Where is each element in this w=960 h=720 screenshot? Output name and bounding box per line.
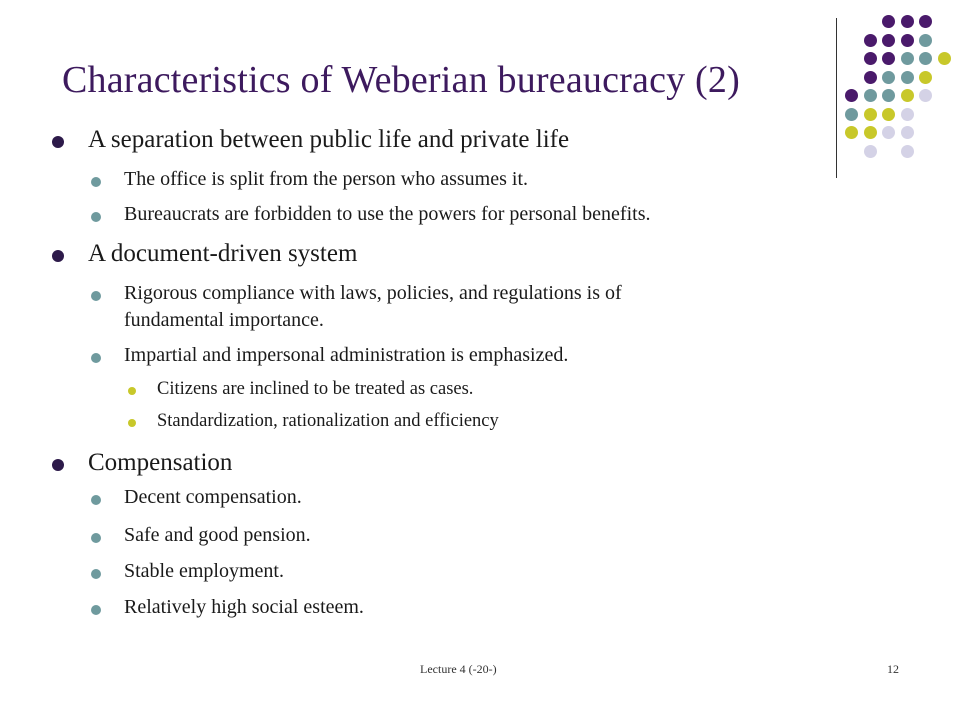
decorative-dot (882, 108, 895, 121)
bullet-dot (52, 459, 64, 471)
item-text: Impartial and impersonal administration is emphasized. (124, 344, 569, 366)
bullet-item (124, 560, 284, 583)
decorative-dot (864, 89, 877, 102)
bullet-item (124, 203, 650, 226)
bullet-item (124, 344, 568, 367)
sub-bullet-item (157, 379, 473, 400)
item-text: Safe and good pension. (124, 524, 311, 546)
decorative-dot (919, 52, 932, 65)
bullet-dot (91, 212, 101, 222)
decorative-dot (919, 34, 932, 47)
bullet-dot (128, 419, 136, 427)
item-text: Bureaucrats are forbidden to use the powers for personal benefits. (124, 203, 651, 225)
decorative-dot (882, 71, 895, 84)
bullet-heading-document (88, 240, 357, 268)
bullet-dot (128, 387, 136, 395)
decorative-dot (901, 15, 914, 28)
bullet-item (124, 282, 622, 305)
item-text: Stable employment. (124, 560, 284, 582)
bullet-item (124, 524, 311, 547)
item-text: The office is split from the person who assumes it. (124, 168, 529, 190)
decorative-dot (864, 126, 877, 139)
decorative-dot (864, 34, 877, 47)
bullet-dot (52, 136, 64, 148)
item-text: Standardization, rationalization and efficiency (157, 411, 499, 431)
decorative-dot (845, 126, 858, 139)
decorative-dot (882, 34, 895, 47)
decorative-dot (901, 34, 914, 47)
bullet-item-continuation (124, 309, 324, 332)
decorative-dot (845, 108, 858, 121)
decorative-dot (864, 52, 877, 65)
decorative-dot (845, 89, 858, 102)
decorative-dot (901, 108, 914, 121)
bullet-dot (91, 605, 101, 615)
item-text: Citizens are inclined to be treated as cases. (157, 379, 474, 399)
decorative-dot (901, 89, 914, 102)
decorative-divider (836, 18, 837, 178)
item-text: Relatively high social esteem. (124, 596, 364, 618)
bullet-dot (91, 177, 101, 187)
decorative-dot (864, 145, 877, 158)
decorative-dot (882, 89, 895, 102)
sub-bullet-item (157, 411, 499, 432)
bullet-heading-separation (88, 126, 569, 154)
footer-page-number: 12 (887, 662, 899, 676)
decorative-dot (882, 52, 895, 65)
decorative-dot (882, 126, 895, 139)
bullet-item (124, 486, 302, 509)
heading-text: Compensation (88, 449, 233, 476)
bullet-item (124, 596, 364, 619)
bullet-dot (91, 533, 101, 543)
item-text: Rigorous compliance with laws, policies, and regulations is of (124, 282, 622, 304)
slide-title: Characteristics of Weberian bureaucracy (2) (62, 59, 740, 101)
item-text: fundamental importance. (124, 309, 324, 331)
footer-lecture: Lecture 4 (-20-) (420, 662, 497, 676)
item-text: Decent compensation. (124, 486, 302, 508)
bullet-dot (91, 495, 101, 505)
decorative-dot (864, 71, 877, 84)
decorative-dot (901, 71, 914, 84)
decorative-dot (919, 15, 932, 28)
bullet-dot (52, 250, 64, 262)
decorative-dot (901, 126, 914, 139)
decorative-dot (919, 71, 932, 84)
heading-text: A separation between public life and private life (88, 126, 570, 153)
bullet-heading-compensation (88, 449, 232, 477)
bullet-dot (91, 353, 101, 363)
decorative-dot (901, 145, 914, 158)
decorative-dot (882, 15, 895, 28)
decorative-dot (938, 52, 951, 65)
bullet-item (124, 168, 528, 191)
decorative-dot (864, 108, 877, 121)
bullet-dot (91, 569, 101, 579)
bullet-dot (91, 291, 101, 301)
decorative-dot (901, 52, 914, 65)
heading-text: A document-driven system (88, 240, 358, 267)
decorative-dot (919, 89, 932, 102)
